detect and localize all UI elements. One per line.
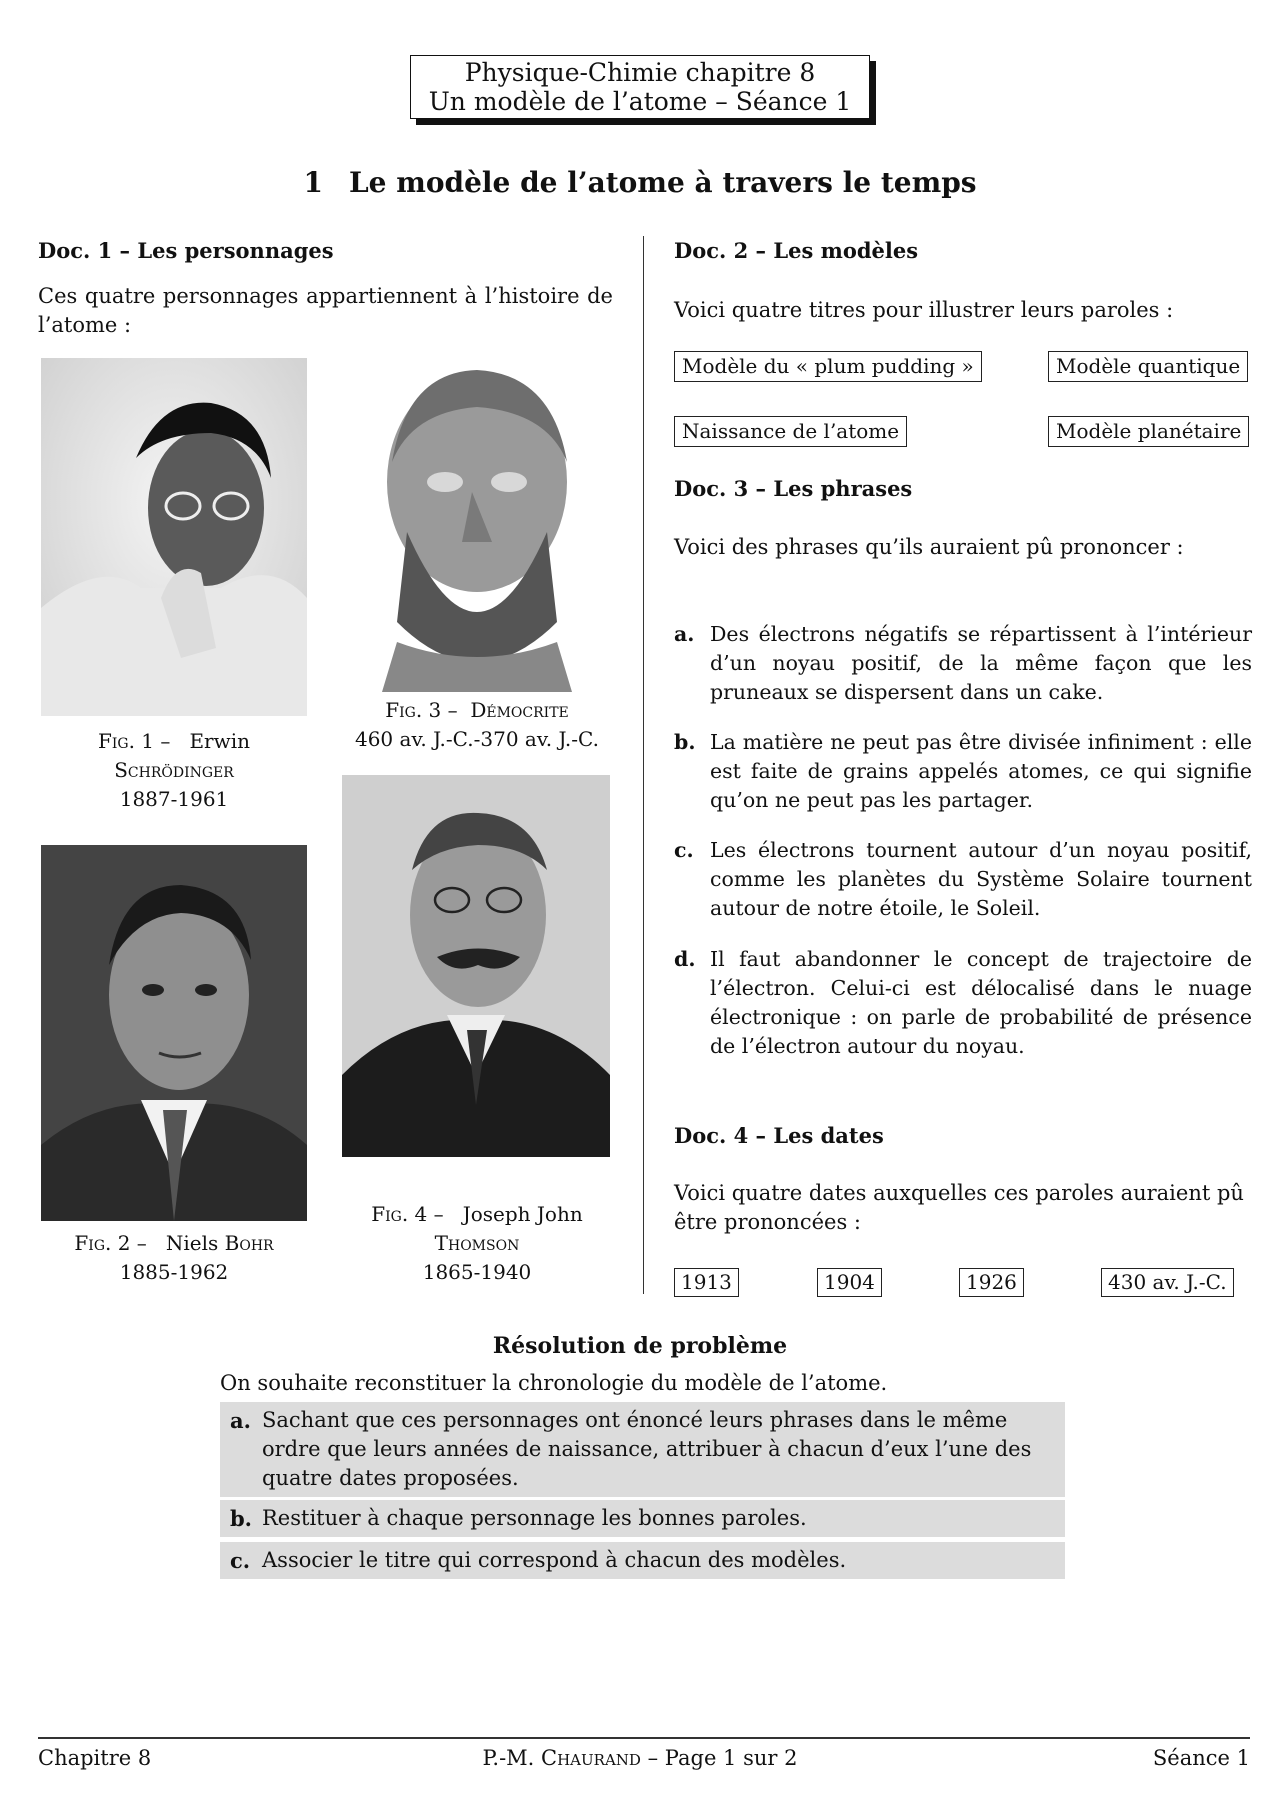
question-c [220, 1542, 1065, 1579]
date-1926: 1926 [959, 1268, 1024, 1297]
doc4-intro: Voici quatre dates auxquelles ces paroles auraient pû être prononcées : [674, 1181, 1244, 1234]
question-b-label: b. [230, 1506, 252, 1531]
question-b-text: Restituer à chaque personnage les bonnes paroles. [262, 1506, 807, 1530]
question-c-label: c. [230, 1548, 251, 1573]
footer-page: – Page 1 sur 2 [647, 1746, 798, 1770]
header-line-2: Un modèle de l’atome – Séance 1 [428, 87, 852, 116]
doc2-title: Doc. 2 – Les modèles [674, 238, 919, 263]
question-a [220, 1402, 1065, 1497]
phrase-c-text: Les électrons tournent autour d’un noyau positif, comme les planètes du Système Solaire tournent autour de notre étoile, le Soleil. [710, 838, 1252, 920]
fig3-label: Fig. 3 – [385, 698, 458, 722]
question-a-text: Sachant que ces personnages ont énoncé leurs phrases dans le même ordre que leurs années de naissance, attribuer à chacun d’eux l’une des quatre dates proposées. [262, 1408, 1032, 1490]
fig2-caption [38, 1229, 310, 1287]
model-label-plum-pudding: Modèle du « plum pudding » [674, 351, 982, 382]
phrase-b-text: La matière ne peut pas être divisée infiniment : elle est faite de grains appelés atomes, ce qui signifie qu’on ne peut pas les partager. [710, 730, 1252, 812]
thomson-photo [342, 775, 610, 1157]
model-label-planetaire: Modèle planétaire [1048, 416, 1249, 447]
resolution-title: Résolution de problème [492, 1333, 788, 1359]
schrodinger-photo [41, 358, 307, 716]
fig4-first-name: Joseph John [462, 1202, 583, 1226]
phrase-a-text: Des électrons négatifs se répartissent à l’intérieur d’un noyau positif, de la même façon que les pruneaux se dispersent dans un cake. [710, 622, 1252, 704]
fig2-last-name: Bohr [224, 1231, 274, 1255]
question-a-label: a. [230, 1408, 251, 1433]
phrase-a [674, 620, 1252, 707]
bohr-photo [41, 845, 307, 1221]
doc1-title: Doc. 1 – Les personnages [38, 238, 334, 263]
doc3-intro: Voici des phrases qu’ils auraient pû prononcer : [674, 535, 1184, 559]
section-number: 1 [303, 166, 323, 199]
fig4-label: Fig. 4 – [371, 1202, 444, 1226]
democrite-bust-photo [357, 362, 597, 692]
doc2-intro: Voici quatre titres pour illustrer leurs paroles : [674, 298, 1174, 322]
fig4-dates: 1865-1940 [422, 1260, 532, 1284]
model-label-naissance: Naissance de l’atome [674, 416, 907, 447]
header-line-1: Physique-Chimie chapitre 8 [464, 58, 816, 87]
footer-author: P.-M. Chaurand [482, 1746, 641, 1770]
phrase-b-label: b. [674, 730, 696, 754]
fig1-caption [60, 727, 288, 814]
doc3-title: Doc. 3 – Les phrases [674, 476, 913, 501]
phrase-a-label: a. [674, 622, 695, 646]
fig3-name: Démocrite [470, 698, 569, 722]
footer-rule [38, 1737, 1250, 1739]
fig4-caption [335, 1200, 619, 1287]
fig3-caption [335, 696, 619, 754]
footer-center [0, 1746, 1280, 1770]
phrase-c-label: c. [674, 838, 694, 862]
phrase-c [674, 836, 1252, 923]
question-b [220, 1500, 1065, 1537]
section-title-text: Le modèle de l’atome à travers le temps [348, 166, 977, 199]
question-c-text: Associer le titre qui correspond à chacun des modèles. [262, 1548, 847, 1572]
date-430-bc: 430 av. J.-C. [1101, 1268, 1234, 1297]
model-label-quantique: Modèle quantique [1048, 351, 1248, 382]
fig1-dates: 1887-1961 [119, 787, 229, 811]
doc1-intro: Ces quatre personnages appartiennent à l’histoire de l’atome : [38, 284, 613, 337]
fig2-label: Fig. 2 – [74, 1231, 147, 1255]
doc4-title: Doc. 4 – Les dates [674, 1123, 884, 1148]
fig1-last-name: Schrödinger [114, 758, 234, 782]
column-divider [643, 236, 644, 1294]
phrase-d-label: d. [674, 947, 696, 971]
fig3-dates: 460 av. J.-C.-370 av. J.-C. [354, 727, 599, 751]
section-title [0, 166, 1280, 199]
fig1-label: Fig. 1 – [97, 729, 171, 753]
date-1913: 1913 [674, 1268, 739, 1297]
fig2-dates: 1885-1962 [119, 1260, 229, 1284]
phrase-b [674, 728, 1252, 815]
footer-chapter: Chapitre 8 [38, 1746, 152, 1770]
phrase-d [674, 945, 1252, 1061]
fig4-last-name: Thomson [434, 1231, 520, 1255]
fig1-first-name: Erwin [189, 729, 251, 753]
document-header-box [410, 55, 870, 119]
footer-seance: Séance 1 [1152, 1746, 1250, 1770]
fig2-first-name: Niels [165, 1231, 219, 1255]
resolution-intro: On souhaite reconstituer la chronologie du modèle de l’atome. [220, 1371, 888, 1395]
phrase-d-text: Il faut abandonner le concept de trajectoire de l’électron. Celui-ci est délocalisé dans le nuage électronique : on parle de probabilité de présence de l’électron autour du noyau. [710, 947, 1252, 1058]
date-1904: 1904 [817, 1268, 882, 1297]
